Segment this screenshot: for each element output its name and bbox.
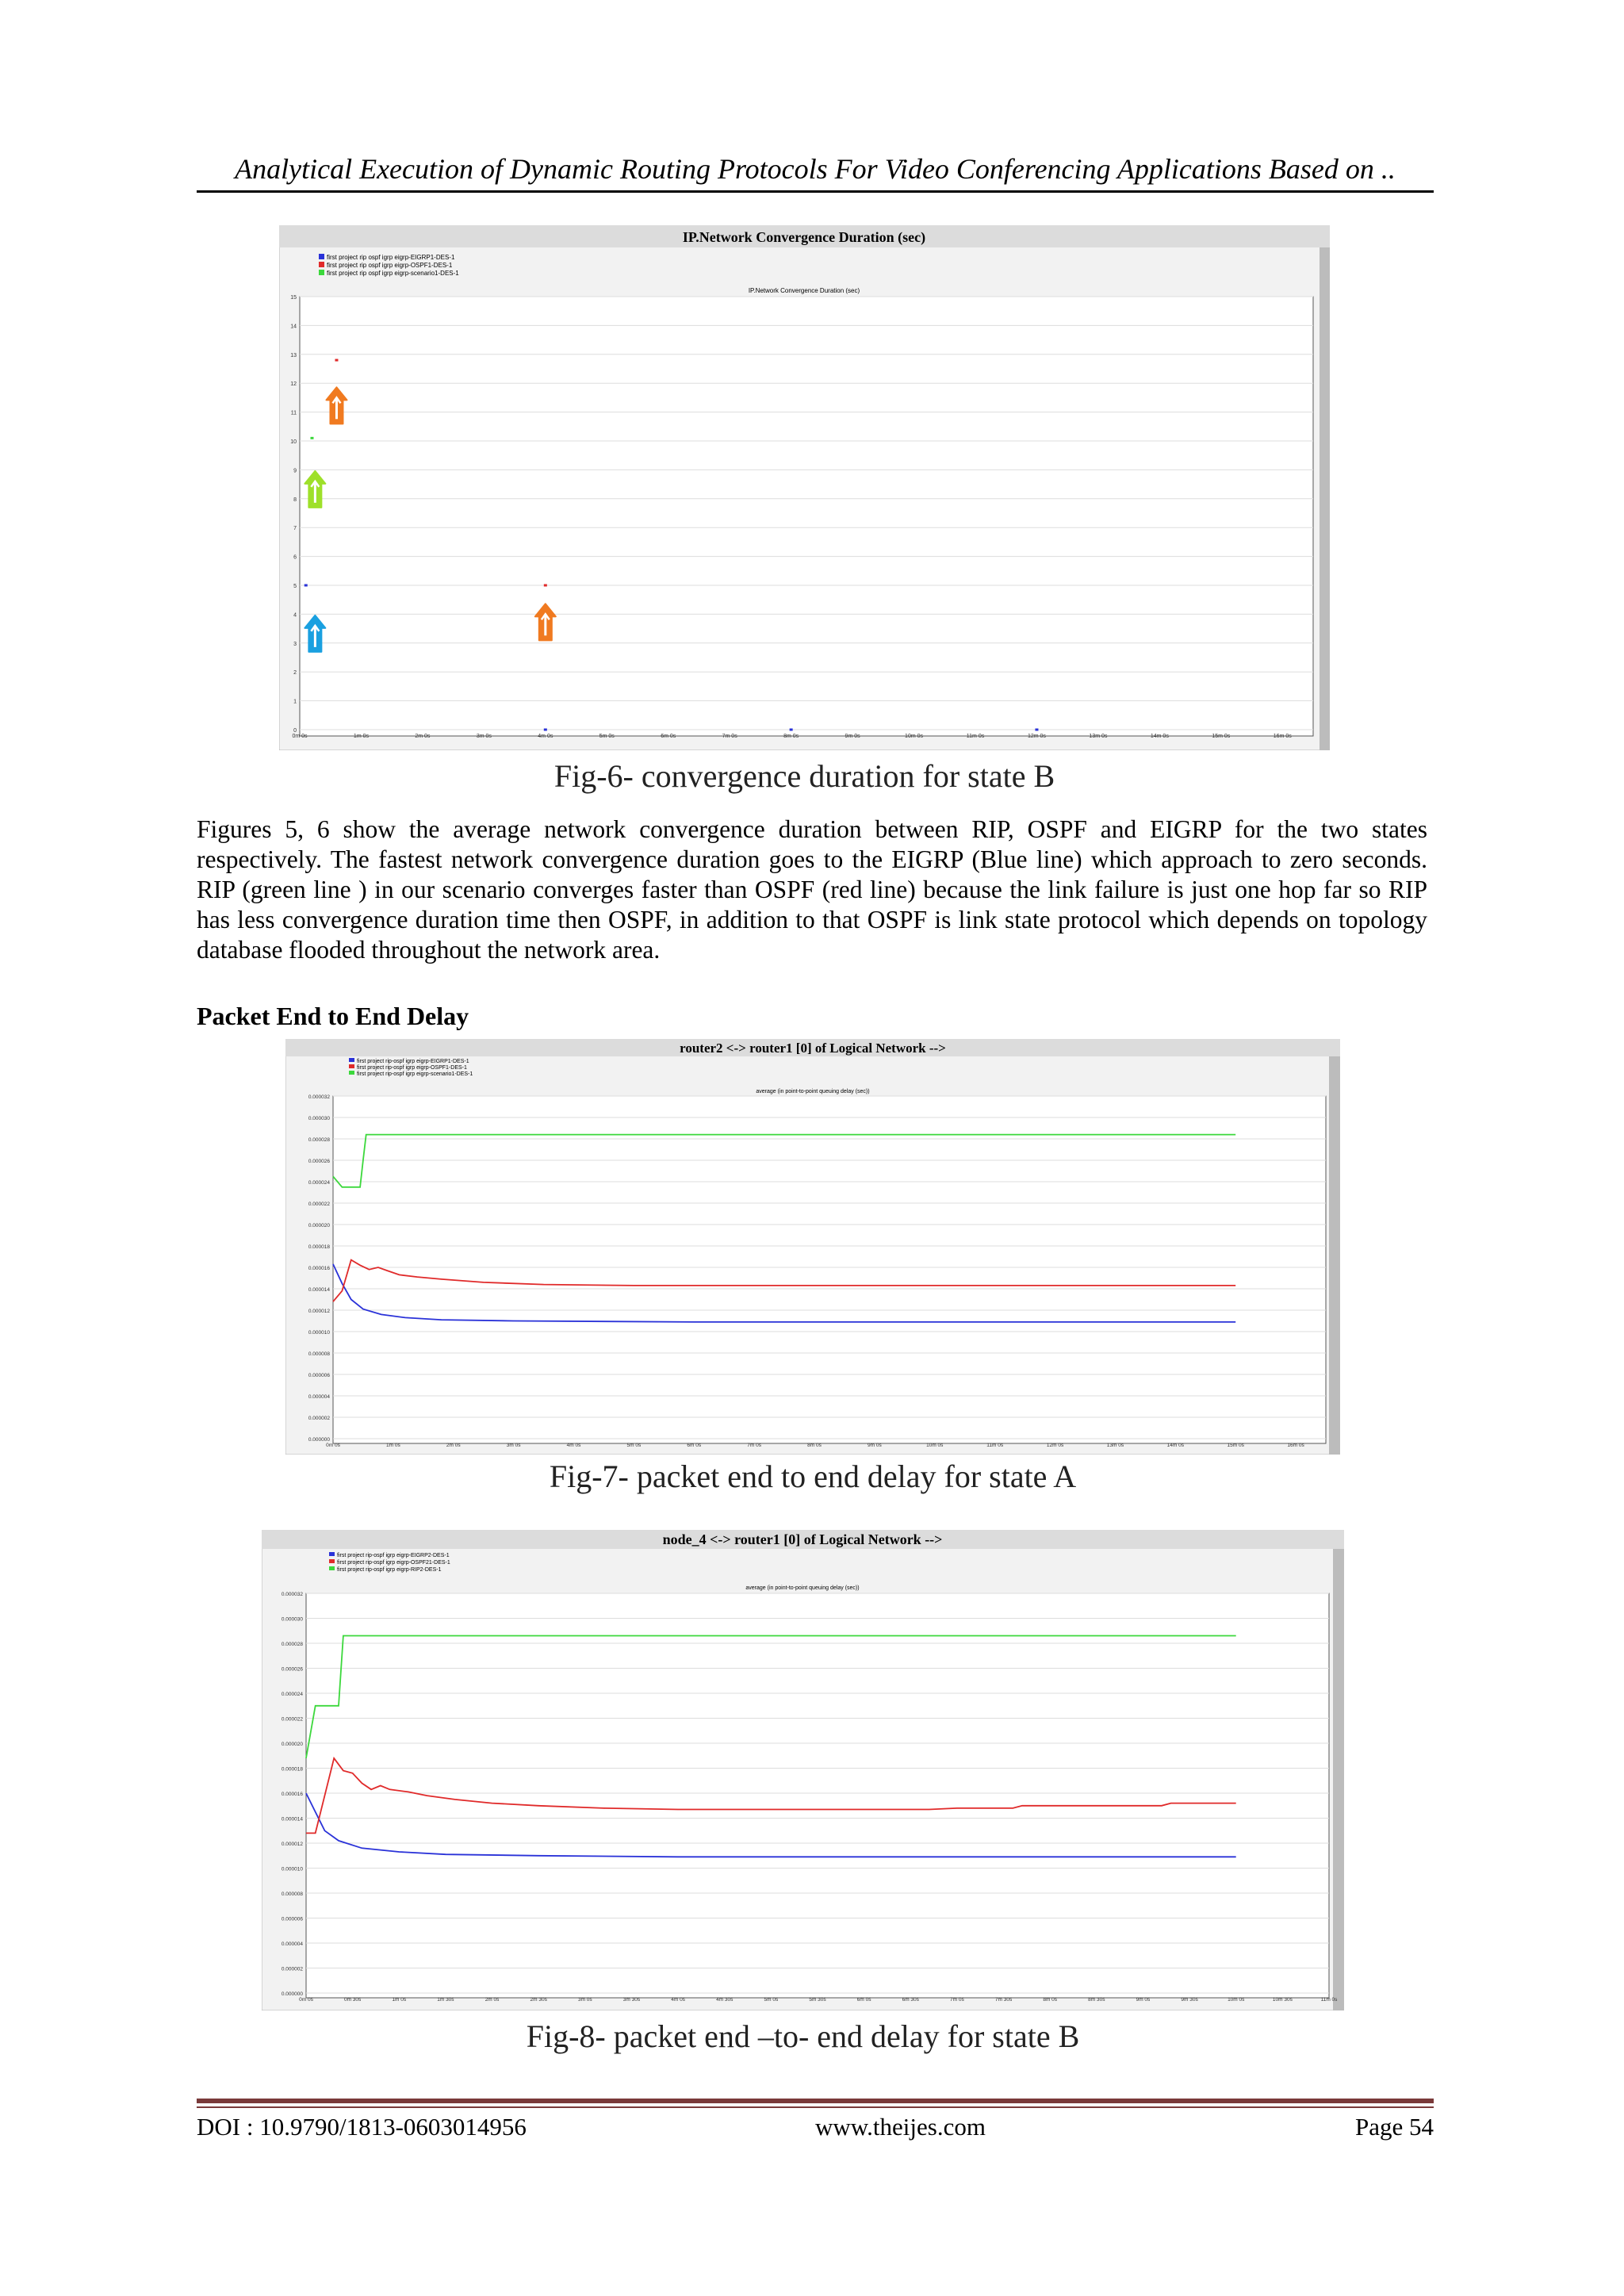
legend-entry: first project rip-ospf igrp eigrp-OSPF1-DES-1 — [357, 1065, 467, 1071]
data-point — [1035, 729, 1038, 731]
x-tick-label: 16m 0s — [1287, 1443, 1304, 1448]
y-tick-label: 0.000008 — [308, 1351, 330, 1357]
y-tick-label: 0.000018 — [308, 1244, 330, 1250]
x-tick-label: 5m 0s — [764, 1997, 779, 2003]
y-tick-label: 0.000012 — [281, 1842, 303, 1847]
y-tick-label: 0.000004 — [281, 1941, 303, 1947]
y-tick-label: 8 — [293, 496, 297, 503]
x-tick-label: 4m 0s — [671, 1997, 685, 2003]
x-tick-label: 2m 30s — [530, 1997, 547, 2003]
y-tick-label: 0.000018 — [281, 1766, 303, 1773]
y-tick-label: 0.000020 — [308, 1223, 330, 1228]
window-title: node_4 <-> router1 [0] of Logical Network --> — [662, 1531, 943, 1547]
x-tick-label: 6m 0s — [856, 1997, 871, 2003]
x-tick-label: 0m 0s — [292, 734, 308, 739]
y-tick-label: 0.000022 — [281, 1716, 303, 1723]
legend-entry: first project rip-ospf igrp eigrp-RIP2-DES-1 — [337, 1567, 442, 1573]
website-link[interactable]: www.theijes.com — [815, 2113, 986, 2141]
y-tick-label: 0.000024 — [281, 1692, 303, 1697]
y-tick-label: 0.000026 — [308, 1159, 330, 1164]
x-tick-label: 4m 30s — [716, 1997, 733, 2003]
plot-label: average (in point-to-point queuing delay (sec)) — [745, 1585, 860, 1591]
y-tick-label: 0.000030 — [281, 1616, 303, 1623]
figure-8-caption: Fig-8- packet end –to- end delay for state B — [526, 2018, 1080, 2054]
x-tick-label: 3m 0s — [577, 1997, 592, 2003]
x-tick-label: 1m 0s — [386, 1443, 400, 1448]
y-tick-label: 12 — [290, 381, 297, 388]
x-tick-label: 4m 0s — [566, 1443, 581, 1448]
footer-rule — [197, 2099, 1434, 2103]
y-tick-label: 0.000002 — [281, 1966, 303, 1972]
legend-entry: first project rip ospf igrp eigrp-scenario1-DES-1 — [327, 270, 459, 277]
figure-6-caption: Fig-6- convergence duration for state B — [553, 758, 1055, 794]
figure-7-chart — [285, 1039, 1340, 1455]
x-tick-label: 16m 0s — [1273, 734, 1292, 739]
y-tick-label: 0.000016 — [308, 1266, 330, 1271]
figure-6-chart — [279, 225, 1330, 750]
y-tick-label: 0.000030 — [308, 1116, 330, 1121]
scrollbar[interactable] — [1329, 1056, 1340, 1455]
data-point — [790, 729, 793, 731]
x-tick-label: 1m 30s — [437, 1997, 454, 2003]
data-point — [310, 437, 313, 439]
x-tick-label: 13m 0s — [1106, 1443, 1124, 1448]
legend — [329, 1552, 450, 1573]
x-tick-label: 2m 0s — [446, 1443, 461, 1448]
y-tick-label: 0.000022 — [308, 1202, 330, 1207]
y-tick-label: 0.000014 — [308, 1287, 330, 1293]
y-tick-label: 0.000024 — [308, 1180, 330, 1186]
y-tick-label: 0.000010 — [308, 1330, 330, 1336]
x-tick-label: 3m 30s — [622, 1997, 641, 2003]
x-tick-label: 3m 0s — [476, 734, 492, 739]
data-point — [544, 729, 547, 731]
y-tick-label: 0.000014 — [281, 1816, 303, 1823]
y-tick-label: 0.000028 — [281, 1642, 303, 1647]
scrollbar[interactable] — [1333, 1549, 1344, 2010]
figure-6 — [279, 225, 1330, 750]
y-tick-label: 4 — [293, 612, 297, 619]
legend-entry: first project rip ospf igrp eigrp-OSPF1-DES-1 — [327, 262, 453, 269]
x-tick-label: 11m 0s — [986, 1443, 1004, 1448]
x-tick-label: 0m 0s — [326, 1443, 340, 1448]
y-tick-label: 0.000026 — [281, 1666, 303, 1673]
x-tick-label: 0m 0s — [299, 1997, 313, 2003]
x-tick-label: 11m 0s — [1320, 1997, 1338, 2003]
x-tick-label: 13m 0s — [1089, 734, 1108, 739]
legend — [349, 1058, 473, 1077]
data-point — [335, 359, 338, 362]
x-tick-label: 5m 30s — [809, 1997, 826, 2003]
x-tick-label: 9m 0s — [845, 734, 860, 739]
x-tick-label: 9m 30s — [1181, 1997, 1198, 2003]
x-tick-label: 7m 0s — [722, 734, 737, 739]
plot-label: average (in point-to-point queuing delay (sec)) — [756, 1089, 870, 1094]
legend-entry: first project rip-ospf igrp eigrp-OSPF21-DES-1 — [337, 1560, 450, 1566]
doi-text: DOI : 10.9790/1813-0603014956 — [197, 2113, 527, 2141]
x-tick-label: 8m 0s — [807, 1443, 822, 1448]
x-tick-label: 6m 0s — [661, 734, 676, 739]
x-tick-label: 7m 30s — [994, 1997, 1013, 2003]
legend-entry: first project rip-ospf igrp eigrp-scenario1-DES-1 — [357, 1071, 473, 1077]
x-tick-label: 10m 0s — [905, 734, 924, 739]
figure-8 — [262, 1530, 1344, 2010]
y-tick-label: 1 — [293, 699, 297, 705]
x-tick-label: 8m 0s — [1043, 1997, 1058, 2003]
x-tick-label: 14m 0s — [1166, 1443, 1184, 1448]
x-tick-label: 6m 0s — [687, 1443, 702, 1448]
y-tick-label: 0.000032 — [308, 1094, 330, 1100]
y-tick-label: 0.000020 — [281, 1742, 303, 1747]
paragraph-text: Figures 5, 6 show the average network convergence duration between RIP, OSPF and EIGRP for the two states respectively. The fastest network convergence duration goes to the EIGRP (Blue line) which approach to zero seconds. RIP (green line ) in our scenario converges faster than OSPF (red line) because the link failure is just one hop far so RIP has less convergence duration time then OSPF, in addition to that OSPF is link state protocol which depends on topology database flooded throughout the network area. — [197, 815, 1427, 964]
x-tick-label: 8m 0s — [783, 734, 799, 739]
y-tick-label: 0.000000 — [281, 1991, 303, 1997]
legend-entry: first project rip-ospf igrp eigrp-EIGRP1-DES-1 — [357, 1059, 469, 1064]
x-tick-label: 9m 0s — [1136, 1997, 1151, 2003]
y-tick-label: 0 — [293, 728, 297, 734]
window-title: IP.Network Convergence Duration (sec) — [682, 229, 926, 245]
plot-label: IP.Network Convergence Duration (sec) — [748, 287, 860, 294]
y-tick-label: 5 — [293, 584, 297, 589]
x-tick-label: 10m 0s — [926, 1443, 944, 1448]
y-tick-label: 3 — [293, 641, 297, 647]
section-heading: Packet End to End Delay — [197, 1002, 469, 1030]
scrollbar[interactable] — [1320, 247, 1330, 750]
y-tick-label: 7 — [293, 526, 297, 532]
y-tick-label: 13 — [290, 352, 297, 358]
y-tick-label: 0.000002 — [308, 1416, 330, 1421]
x-tick-label: 12m 0s — [1027, 734, 1046, 739]
y-tick-label: 9 — [293, 468, 297, 474]
y-tick-label: 15 — [290, 295, 297, 301]
x-tick-label: 1m 0s — [392, 1997, 407, 2003]
window-title: router2 <-> router1 [0] of Logical Network --> — [680, 1041, 946, 1056]
y-tick-label: 0.000032 — [281, 1592, 303, 1597]
figure-8-chart — [262, 1530, 1344, 2010]
legend-entry: first project rip-ospf igrp eigrp-EIGRP2-DES-1 — [337, 1553, 450, 1558]
x-tick-label: 0m 30s — [343, 1997, 362, 2003]
x-tick-label: 12m 0s — [1046, 1443, 1064, 1448]
page-number: Page 54 — [1354, 2113, 1434, 2141]
footer-rule-thin — [197, 2106, 1434, 2108]
x-tick-label: 5m 0s — [626, 1443, 642, 1448]
y-tick-label: 0.000008 — [281, 1892, 303, 1897]
figure-7-caption: Fig-7- packet end to end delay for state A — [549, 1458, 1077, 1494]
x-tick-label: 14m 0s — [1150, 734, 1169, 739]
data-point — [304, 585, 308, 587]
x-tick-label: 9m 0s — [868, 1443, 882, 1448]
x-tick-label: 4m 0s — [538, 734, 553, 739]
y-tick-label: 14 — [290, 324, 297, 330]
y-tick-label: 0.000012 — [308, 1309, 330, 1314]
legend-entry: first project rip ospf igrp eigrp-EIGRP1-DES-1 — [327, 254, 455, 261]
y-tick-label: 2 — [293, 670, 297, 677]
data-point — [544, 585, 547, 587]
x-tick-label: 8m 30s — [1088, 1997, 1105, 2003]
y-tick-label: 0.000010 — [281, 1866, 303, 1872]
x-tick-label: 2m 0s — [415, 734, 431, 739]
x-tick-label: 3m 0s — [506, 1443, 521, 1448]
y-tick-label: 0.000006 — [281, 1916, 303, 1922]
x-tick-label: 15m 0s — [1227, 1443, 1244, 1448]
y-tick-label: 10 — [290, 439, 297, 445]
x-tick-label: 2m 0s — [485, 1997, 500, 2003]
x-tick-label: 5m 0s — [599, 734, 615, 739]
legend — [319, 254, 459, 277]
header-rule — [197, 190, 1434, 193]
x-tick-label: 7m 0s — [950, 1997, 964, 2003]
x-tick-label: 1m 0s — [353, 734, 369, 739]
running-title: Analytical Execution of Dynamic Routing Protocols For Video Conferencing Applications Based on .. — [235, 153, 1396, 185]
body-paragraph — [197, 815, 1427, 965]
x-tick-label: 7m 0s — [747, 1443, 762, 1448]
y-tick-label: 0.000000 — [308, 1437, 330, 1443]
y-tick-label: 11 — [290, 410, 297, 416]
y-tick-label: 6 — [293, 554, 297, 561]
y-tick-label: 0.000004 — [308, 1394, 330, 1400]
y-tick-label: 0.000006 — [308, 1373, 330, 1378]
x-tick-label: 10m 30s — [1272, 1997, 1293, 2003]
x-tick-label: 10m 0s — [1228, 1997, 1245, 2003]
x-tick-label: 6m 30s — [902, 1997, 919, 2003]
x-tick-label: 15m 0s — [1212, 734, 1231, 739]
y-tick-label: 0.000016 — [281, 1792, 303, 1797]
x-tick-label: 11m 0s — [966, 734, 985, 739]
y-tick-label: 0.000028 — [308, 1137, 330, 1143]
figure-7 — [285, 1039, 1340, 1455]
